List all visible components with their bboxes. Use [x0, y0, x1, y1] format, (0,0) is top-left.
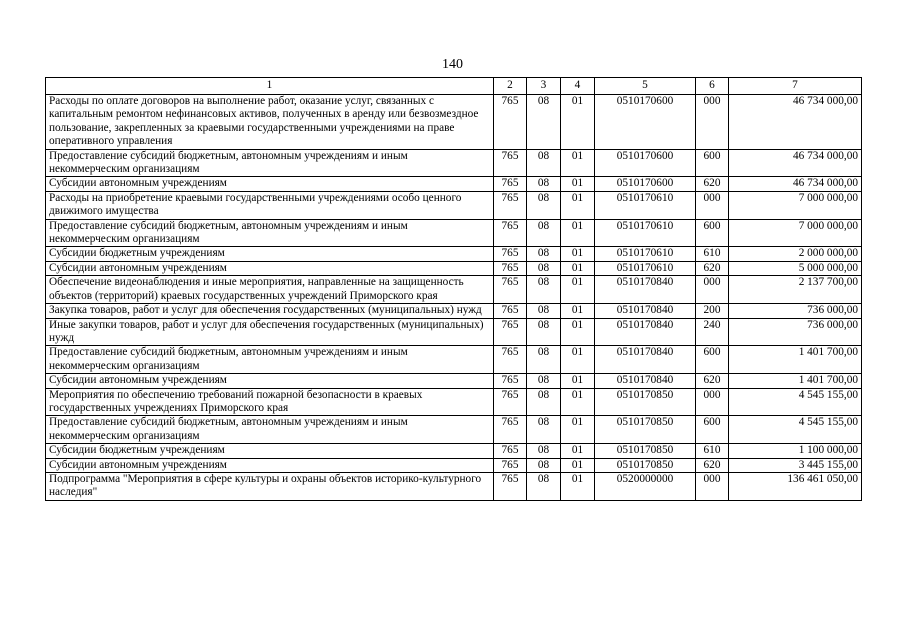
row-code-2-cell: 765	[494, 177, 527, 191]
row-code-4-cell: 01	[561, 472, 595, 500]
header-cell: 3	[527, 78, 561, 95]
row-name-cell: Субсидии автономным учреждениям	[46, 177, 494, 191]
row-code-4-cell: 01	[561, 346, 595, 374]
row-code-4-cell: 01	[561, 95, 595, 150]
row-code-6-cell: 000	[696, 191, 729, 219]
row-amount-cell: 4 545 155,00	[729, 416, 862, 444]
table-row	[46, 149, 862, 177]
row-amount-cell: 2 137 700,00	[729, 276, 862, 304]
row-code-5-cell: 0510170600	[595, 177, 696, 191]
row-name-cell: Предоставление субсидий бюджетным, автономным учреждениям и иным некоммерческим организациям	[46, 149, 494, 177]
row-code-2-cell: 765	[494, 472, 527, 500]
row-code-6-cell: 000	[696, 388, 729, 416]
row-code-3-cell: 08	[527, 276, 561, 304]
row-code-3-cell: 08	[527, 346, 561, 374]
row-code-2-cell: 765	[494, 458, 527, 472]
row-amount-cell: 1 100 000,00	[729, 444, 862, 458]
row-code-3-cell: 08	[527, 95, 561, 150]
row-code-6-cell: 600	[696, 346, 729, 374]
row-code-5-cell: 0510170850	[595, 444, 696, 458]
row-code-2-cell: 765	[494, 219, 527, 247]
row-code-6-cell: 610	[696, 247, 729, 261]
row-name-cell: Субсидии автономным учреждениям	[46, 374, 494, 388]
row-code-6-cell: 000	[696, 95, 729, 150]
table-row	[46, 416, 862, 444]
row-code-2-cell: 765	[494, 261, 527, 275]
row-code-3-cell: 08	[527, 261, 561, 275]
row-name-cell: Субсидии бюджетным учреждениям	[46, 247, 494, 261]
row-code-3-cell: 08	[527, 388, 561, 416]
row-amount-cell: 5 000 000,00	[729, 261, 862, 275]
row-code-4-cell: 01	[561, 444, 595, 458]
row-name-cell: Иные закупки товаров, работ и услуг для обеспечения государственных (муниципальных) нужд	[46, 318, 494, 346]
row-code-3-cell: 08	[527, 304, 561, 318]
table-row	[46, 219, 862, 247]
row-code-5-cell: 0520000000	[595, 472, 696, 500]
row-code-4-cell: 01	[561, 177, 595, 191]
row-code-5-cell: 0510170610	[595, 219, 696, 247]
row-code-5-cell: 0510170850	[595, 416, 696, 444]
row-code-5-cell: 0510170850	[595, 388, 696, 416]
row-amount-cell: 1 401 700,00	[729, 346, 862, 374]
table-row	[46, 177, 862, 191]
row-code-2-cell: 765	[494, 374, 527, 388]
row-code-3-cell: 08	[527, 318, 561, 346]
row-code-4-cell: 01	[561, 276, 595, 304]
row-code-5-cell: 0510170840	[595, 276, 696, 304]
row-code-4-cell: 01	[561, 304, 595, 318]
row-code-4-cell: 01	[561, 388, 595, 416]
row-code-6-cell: 620	[696, 177, 729, 191]
table-body	[46, 95, 862, 501]
header-cell: 5	[595, 78, 696, 95]
header-cell: 1	[46, 78, 494, 95]
row-code-4-cell: 01	[561, 191, 595, 219]
row-code-3-cell: 08	[527, 444, 561, 458]
row-code-2-cell: 765	[494, 444, 527, 458]
row-code-4-cell: 01	[561, 458, 595, 472]
table-row	[46, 388, 862, 416]
row-code-4-cell: 01	[561, 261, 595, 275]
page-number: 140	[442, 57, 463, 72]
table-row	[46, 318, 862, 346]
row-amount-cell: 2 000 000,00	[729, 247, 862, 261]
row-code-6-cell: 200	[696, 304, 729, 318]
header-cell: 6	[696, 78, 729, 95]
row-name-cell: Субсидии автономным учреждениям	[46, 458, 494, 472]
row-code-5-cell: 0510170850	[595, 458, 696, 472]
row-code-3-cell: 08	[527, 472, 561, 500]
row-name-cell: Предоставление субсидий бюджетным, автономным учреждениям и иным некоммерческим организациям	[46, 346, 494, 374]
row-amount-cell: 46 734 000,00	[729, 149, 862, 177]
row-amount-cell: 736 000,00	[729, 304, 862, 318]
table-row	[46, 191, 862, 219]
row-amount-cell: 3 445 155,00	[729, 458, 862, 472]
row-name-cell: Предоставление субсидий бюджетным, автономным учреждениям и иным некоммерческим организациям	[46, 219, 494, 247]
row-code-6-cell: 240	[696, 318, 729, 346]
table-row	[46, 458, 862, 472]
row-code-4-cell: 01	[561, 219, 595, 247]
row-code-2-cell: 765	[494, 95, 527, 150]
row-amount-cell: 46 734 000,00	[729, 177, 862, 191]
row-code-6-cell: 600	[696, 416, 729, 444]
row-amount-cell: 1 401 700,00	[729, 374, 862, 388]
row-name-cell: Обеспечение видеонаблюдения и иные мероприятия, направленные на защищенность объектов (территорий) краевых государственных учреждений Приморского края	[46, 276, 494, 304]
row-code-5-cell: 0510170840	[595, 318, 696, 346]
table-row	[46, 247, 862, 261]
row-code-2-cell: 765	[494, 149, 527, 177]
row-code-3-cell: 08	[527, 247, 561, 261]
row-code-3-cell: 08	[527, 416, 561, 444]
row-name-cell: Субсидии бюджетным учреждениям	[46, 444, 494, 458]
row-code-3-cell: 08	[527, 458, 561, 472]
table-row	[46, 472, 862, 500]
row-amount-cell: 736 000,00	[729, 318, 862, 346]
table-row	[46, 304, 862, 318]
row-name-cell: Расходы по оплате договоров на выполнение работ, оказание услуг, связанных с капитальным ремонтом нефинансовых активов, полученных в аренду или безвозмездное пользование, закрепленных за краевыми государственными учреждениями на праве оперативного управления	[46, 95, 494, 150]
row-code-4-cell: 01	[561, 149, 595, 177]
row-amount-cell: 7 000 000,00	[729, 219, 862, 247]
row-code-3-cell: 08	[527, 374, 561, 388]
row-code-5-cell: 0510170600	[595, 149, 696, 177]
table-row	[46, 95, 862, 150]
table-row	[46, 374, 862, 388]
row-code-5-cell: 0510170840	[595, 374, 696, 388]
row-code-5-cell: 0510170610	[595, 191, 696, 219]
row-amount-cell: 4 545 155,00	[729, 388, 862, 416]
row-code-5-cell: 0510170610	[595, 261, 696, 275]
row-code-6-cell: 620	[696, 458, 729, 472]
budget-table	[45, 77, 862, 501]
row-code-3-cell: 08	[527, 191, 561, 219]
row-code-4-cell: 01	[561, 318, 595, 346]
row-code-2-cell: 765	[494, 346, 527, 374]
row-name-cell: Субсидии автономным учреждениям	[46, 261, 494, 275]
row-amount-cell: 136 461 050,00	[729, 472, 862, 500]
row-name-cell: Предоставление субсидий бюджетным, автономным учреждениям и иным некоммерческим организациям	[46, 416, 494, 444]
row-code-5-cell: 0510170600	[595, 95, 696, 150]
row-code-6-cell: 620	[696, 261, 729, 275]
row-code-3-cell: 08	[527, 219, 561, 247]
row-code-4-cell: 01	[561, 374, 595, 388]
table-row	[46, 261, 862, 275]
row-code-2-cell: 765	[494, 388, 527, 416]
table-row	[46, 346, 862, 374]
row-name-cell: Мероприятия по обеспечению требований пожарной безопасности в краевых государственных учреждениях Приморского края	[46, 388, 494, 416]
row-code-2-cell: 765	[494, 191, 527, 219]
row-code-6-cell: 000	[696, 472, 729, 500]
row-code-4-cell: 01	[561, 416, 595, 444]
row-code-6-cell: 620	[696, 374, 729, 388]
row-code-5-cell: 0510170840	[595, 304, 696, 318]
row-code-6-cell: 600	[696, 219, 729, 247]
row-code-4-cell: 01	[561, 247, 595, 261]
header-cell: 4	[561, 78, 595, 95]
row-code-2-cell: 765	[494, 416, 527, 444]
row-amount-cell: 46 734 000,00	[729, 95, 862, 150]
table-row	[46, 276, 862, 304]
row-code-5-cell: 0510170610	[595, 247, 696, 261]
row-name-cell: Расходы на приобретение краевыми государственными учреждениями особо ценного движимого имущества	[46, 191, 494, 219]
row-code-2-cell: 765	[494, 276, 527, 304]
row-code-6-cell: 600	[696, 149, 729, 177]
row-code-2-cell: 765	[494, 304, 527, 318]
row-code-2-cell: 765	[494, 318, 527, 346]
row-code-3-cell: 08	[527, 177, 561, 191]
header-cell: 7	[729, 78, 862, 95]
row-code-6-cell: 000	[696, 276, 729, 304]
row-name-cell: Закупка товаров, работ и услуг для обеспечения государственных (муниципальных) нужд	[46, 304, 494, 318]
row-amount-cell: 7 000 000,00	[729, 191, 862, 219]
row-name-cell: Подпрограмма "Мероприятия в сфере культуры и охраны объектов историко-культурного наследия"	[46, 472, 494, 500]
table-row	[46, 444, 862, 458]
row-code-3-cell: 08	[527, 149, 561, 177]
row-code-5-cell: 0510170840	[595, 346, 696, 374]
header-row	[46, 78, 862, 95]
header-cell: 2	[494, 78, 527, 95]
row-code-6-cell: 610	[696, 444, 729, 458]
row-code-2-cell: 765	[494, 247, 527, 261]
